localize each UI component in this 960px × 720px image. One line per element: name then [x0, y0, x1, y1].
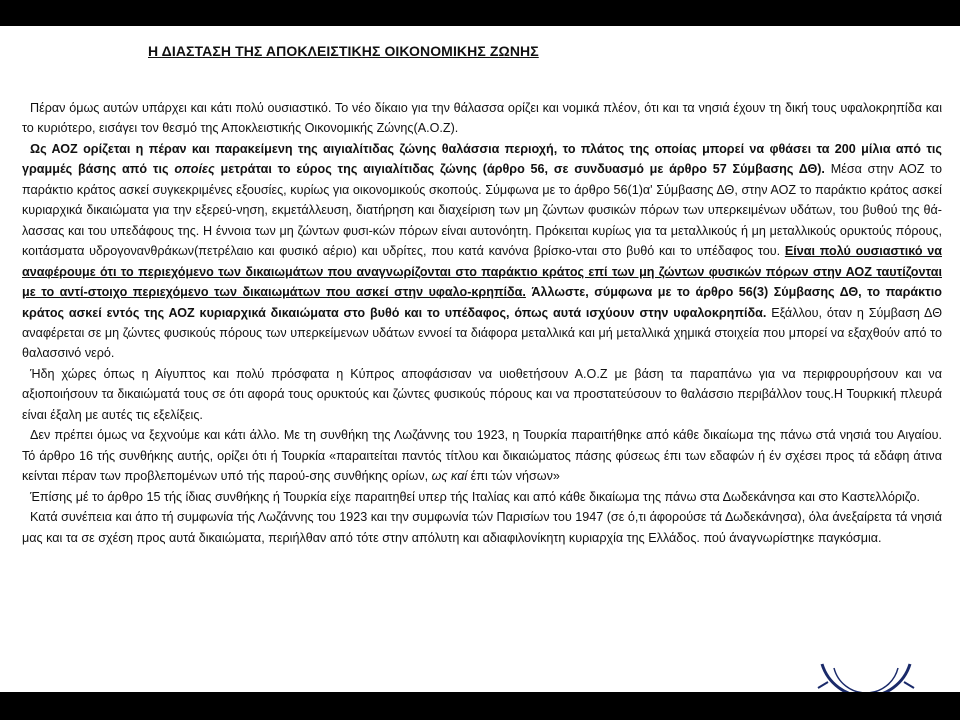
aoz-non-living-resources: Εξάλλου, όταν η Σύμβαση ΔΘ αναφέρεται σε μη ζώντες φυσικούς πόρους των υπερκείμενων υδάτων εννοεί τα διάφορα μεταλλικά και μή μεταλλικά χημικά στοιχεία που μπορεί να εξαχθούν από το θαλασσινό νερό. [22, 305, 943, 361]
document-body [22, 98, 942, 548]
paragraph-1: Πέραν όμως αυτών υπάρχει και κάτι πολύ ουσιαστικό. Το νέο δίκαιο για την θάλασσα ορίζει και νομικά πλέον, ότι και τα νησιά έχουν τη δική τους υφαλοκρηπίδα και το κυριότερο, εισάγει τον θεσμό της Αποκλειστικής Οικονομικής Ζώνης(Α.Ο.Ζ). [22, 101, 942, 136]
slide [0, 26, 960, 704]
igme-logo: Ι.Γ.Μ.Ε [814, 658, 918, 692]
aoz-definition-article: μετράται το εύρος της αιγιαλίτιδας ζώνης (άρθρο 56, σε συνδυασμό με άρθρο 57 Σύμβασης ΔΘ). [220, 162, 825, 177]
aoz-rights-text: Μέσα στην ΑΟΖ το παράκτιο κράτος ασκεί συγκεκριμένες εξουσίες, κυρίως για οικονομικούς σκοπούς. Σύμφωνα με το άρθρο 56(1)α' Σύμβασης ΔΘ, στην ΑΟΖ το παράκτιο κράτος ασκεί κυριαρχικά δικαιώματα για την εξερεύ-νηση, εκμετάλλευση, διατήρηση και διαχείριση των μη ζώντων φυσικών πόρων των υπερκειμένων υδάτων, του βυθού της θά-λασσας και του υπεδάφους της. Η έννοια των μη ζώντων φυσι-κών πόρων είναι αυτονόητη. Πρόκειται κυρίως για τα μεταλλικούς ή μη μεταλλικούς ορυκτούς πόρους, κοιτάσματα υδρογονανθράκων(πετρέλαιο και φυσικό αέριο) και υδρίτες, που κατά κανόνα βρίσκο-νται στο βυθό και το υπέδαφος του. [22, 162, 943, 259]
lausanne-treaty-text: Δεν πρέπει όμως να ξεχνούμε και κάτι άλλο. Με τη συνθήκη της Λωζάννης του 1923, η Τουρκία παραιτήθηκε από κάθε δικαίωμα της πάνω στά νησιά του Αιγαίου. Τό άρθρο 16 τής συνθήκης αυτής, ορίζει ότι ή Τουρκία «παραιτείται παντός τίτλου και δικαιώματος πάσης φύσεως έπι των εδαφών ή έν σχέσει προς τά εδάφη άτινα κείνται πέραν των προβλεπομένων υπό τής παρού-σης συνθήκης ορίων, [22, 428, 942, 484]
aoz-definition-italic: οποίες [174, 162, 215, 177]
lausanne-treaty-italic: ως καί [431, 469, 468, 484]
aoz-definition-bold: Ως ΑΟΖ ορίζεται η πέραν και παρακείμενη της αιγιαλίτιδας ζώνης θαλάσσια περιοχή, το πλάτος της οποίας μπορεί να φθάσει τα 200 μίλια από τις γραμμές βάσης από τις [22, 141, 942, 177]
aoz-article-56-3: Άλλωστε, σύμφωνα με το άρθρο 56(3) Σύμβασης ΔΘ, το παράκτιο κράτος ασκεί εντός της ΑΟΖ κυριαρχικά δικαιώματα στο βυθό και το υπέδαφος, όπως αυτά ισχύουν στην υφαλοκρηπίδα. [22, 285, 942, 320]
paragraph-3: Ήδη χώρες όπως η Αίγυπτος και πολύ πρόσφατα η Κύπρος αποφάσισαν να υιοθετήσουν Α.Ο.Ζ με βάση τα παραπάνω για να περιφρουρήσουν και να αξιοποιήσουν τα δικαιώματά τους σε ότι αφορά τους ορυκτούς και ζώντες φυσικούς πόρους και να προστατεύσουν το θαλάσσιο περιβάλλον τους.Η Τουρκική πλευρά είναι έξαλη με αυτές τις εξελίξεις. [22, 366, 942, 422]
paragraph-6: Κατά συνέπεια και άπο τή συμφωνία τής Λωζάννης του 1923 και την συμφωνία τών Παρισίων του 1947 (σε ό,τι άφορούσε τά Δωδεκάνησα), όλα άνεξαίρετα τά νησιά μας και τα σε σχέση προς αυτά δικαιώματα, περιήλθαν από τότε στην απόλυτη και αδιαφιλονίκητη κυριαρχία της Ελλάδος. πού άναγνωρίστηκε παγκόσμια. [22, 510, 943, 545]
lausanne-treaty-end: έπι τών νήσων» [467, 469, 560, 484]
paragraph-2 [22, 139, 942, 364]
paragraph-5: Έπίσης μέ το άρθρο 15 τής ίδιας συνθήκης ή Τουρκία είχε παραιτηθεί υπερ τής Ιταλίας και από κάθε δικαίωμα της πάνω στα Δωδεκάνησα και στο Καστελλόριζο. [30, 489, 920, 504]
paragraph-4 [22, 425, 942, 486]
aoz-underlined-statement: Είναι πολύ ουσιαστικό να αναφέρουμε ότι το περιεχόμενο των δικαιωμάτων που αναγνωρίζονται στο παράκτιο κράτος επί των μη ζώντων φυσικών πόρων στην ΑΟΖ ταυτίζονται με το αντί-στοιχο περιεχόμενο των δικαιωμάτων που ασκεί στην υφαλο-κρηπίδα. [22, 244, 942, 300]
page-title: Η ΔΙΑΣΤΑΣΗ ΤΗΣ ΑΠΟΚΛΕΙΣΤΙΚΗΣ ΟΙΚΟΝΟΜΙΚΗΣ ΖΩΝΗΣ [148, 43, 539, 59]
